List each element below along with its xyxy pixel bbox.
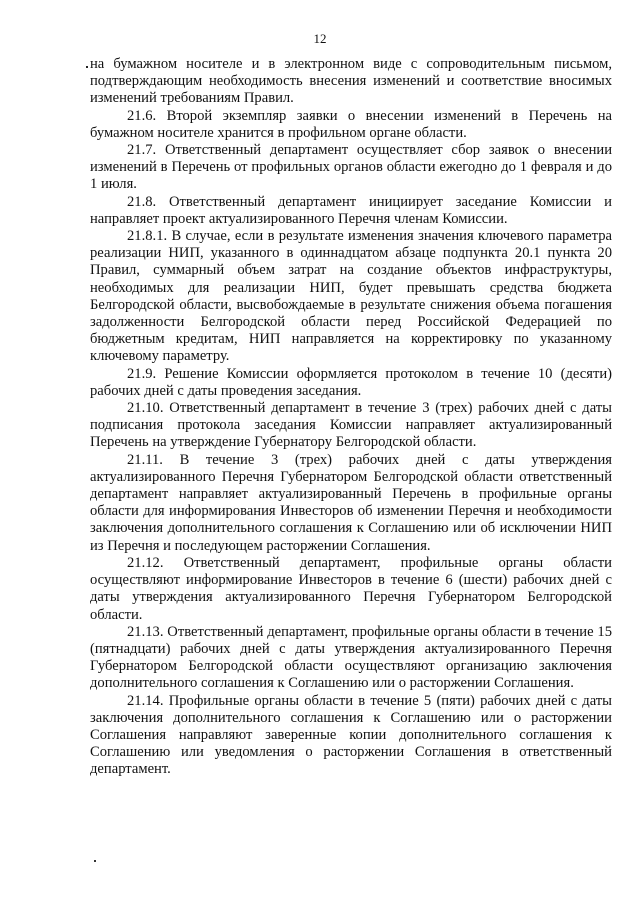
paragraph-continuation: на бумажном носителе и в электронном виде с сопроводительным письмом, подтверждающим необходимость внесения изменений и соответствие вносимых изменений требованиям Правил. — [90, 56, 612, 107]
page-number: 12 — [313, 31, 327, 46]
paragraph-21-14: 21.14. Профильные органы области в течение 5 (пяти) рабочих дней с даты заключения дополнительного соглашения к Соглашению или о расторжении Соглашения направляют заверенные копии дополнительного соглашения к Соглашению или уведомления о расторжении Соглашения в ответственный департамент. — [90, 692, 612, 778]
scan-speck — [94, 860, 96, 862]
paragraph-21-8-1: 21.8.1. В случае, если в результате изменения значения ключевого параметра реализации НИП, указанного в одиннадцатом абзаце подпункта 20.1 пункта 20 Правил, суммарный объем затрат на создание объектов инфраструктуры, необходимых для реализации НИП, будет превышать средства бюджета Белгородской области, высвобождаемые в результате снижения объема погашения задолженности Белгородской области перед Российской Федерацией по бюджетным кредитам, НИП направляется на корректировку по указанному ключевому параметру. — [90, 228, 612, 365]
document-body — [90, 56, 612, 779]
paragraph-21-11: 21.11. В течение 3 (трех) рабочих дней с даты утверждения актуализированного Перечня Губернатором Белгородской области ответственный департамент направляет актуализированный Перечень в профильные органы области для информирования Инвесторов об изменении Перечня и необходимости заключения дополнительного соглашения к Соглашению или об исключении НИП из Перечня и последующем расторжении Соглашения. — [90, 451, 612, 554]
paragraph-21-7: 21.7. Ответственный департамент осуществляет сбор заявок о внесении изменений в Перечень от профильных органов области ежегодно до 1 февраля и до 1 июля. — [90, 142, 612, 193]
paragraph-21-6: 21.6. Второй экземпляр заявки о внесении изменений в Перечень на бумажном носителе хранится в профильном органе области. — [90, 107, 612, 141]
paragraph-21-8: 21.8. Ответственный департамент инициирует заседание Комиссии и направляет проект актуализированного Перечня членам Комиссии. — [90, 193, 612, 227]
paragraph-21-12: 21.12. Ответственный департамент, профильные органы области осуществляют информирование Инвесторов в течение 6 (шести) рабочих дней с даты утверждения актуализированного Перечня Губернатором Белгородской области. — [90, 554, 612, 623]
paragraph-21-9: 21.9. Решение Комиссии оформляется протоколом в течение 10 (десяти) рабочих дней с даты проведения заседания. — [90, 365, 612, 399]
scan-speck — [86, 66, 88, 68]
paragraph-21-13: 21.13. Ответственный департамент, профильные органы области в течение 15 (пятнадцати) рабочих дней с даты утверждения актуализированного Перечня Губернатором Белгородской области осуществляют организацию заключения дополнительного соглашения к Соглашению или о расторжении Соглашения. — [90, 623, 612, 692]
paragraph-21-10: 21.10. Ответственный департамент в течение 3 (трех) рабочих дней с даты подписания протокола заседания Комиссии направляет актуализированный Перечень на утверждение Губернатору Белгородской области. — [90, 400, 612, 451]
